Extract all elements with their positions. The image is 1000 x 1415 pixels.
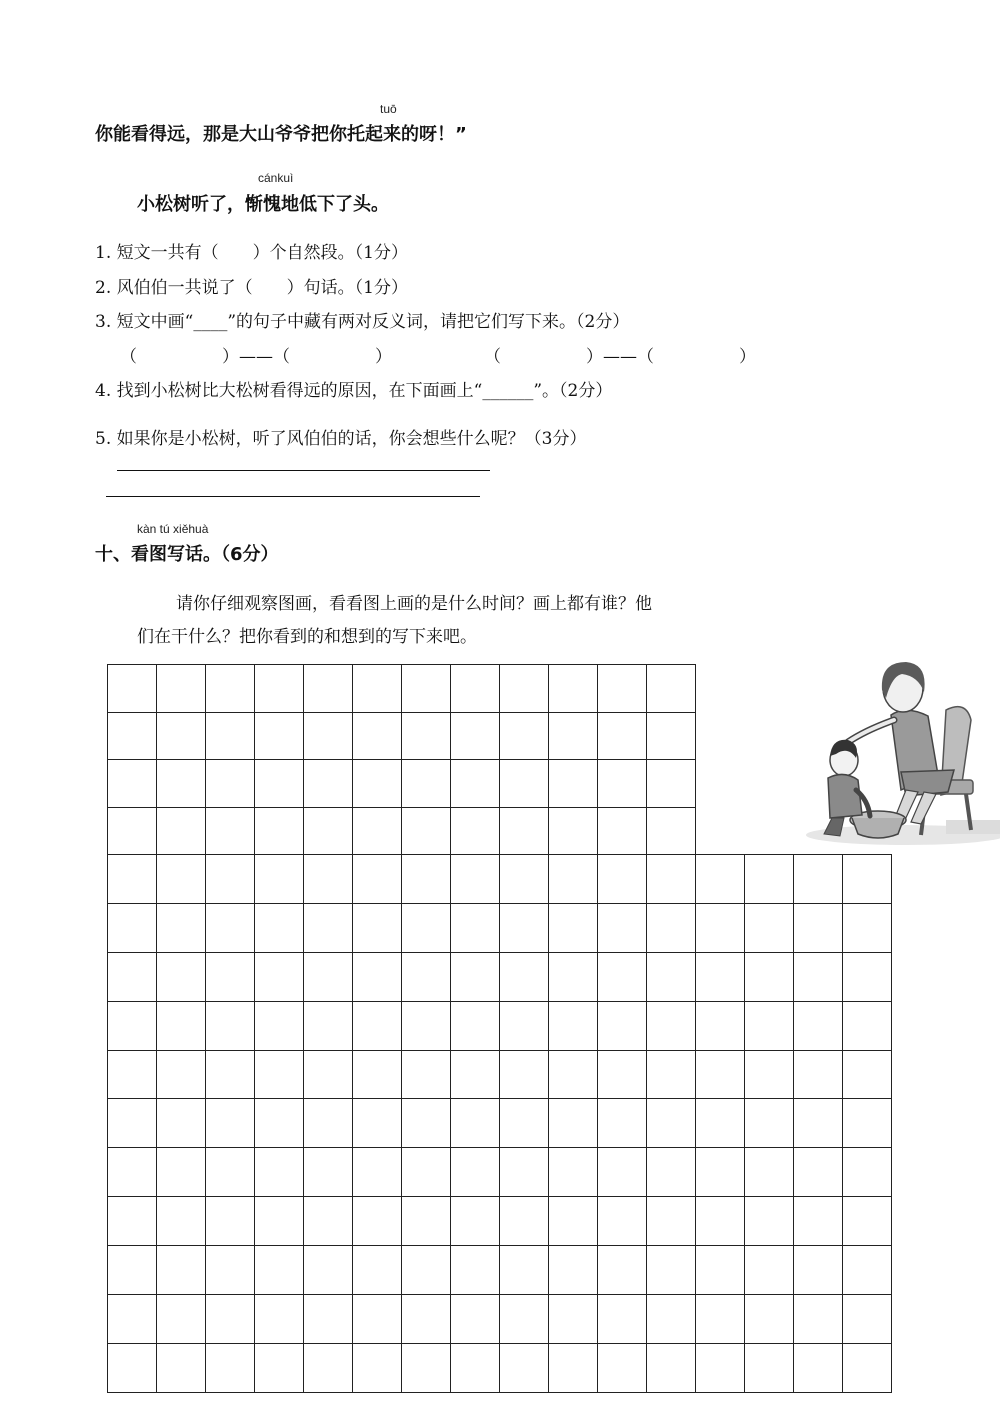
grid-cell[interactable] xyxy=(647,1148,696,1197)
grid-cell[interactable] xyxy=(206,1295,255,1344)
grid-cell[interactable] xyxy=(647,1246,696,1295)
writing-grid-top[interactable] xyxy=(107,664,696,855)
grid-cell[interactable] xyxy=(549,665,598,713)
grid-cell[interactable] xyxy=(500,1295,549,1344)
grid-cell[interactable] xyxy=(206,808,255,856)
grid-cell[interactable] xyxy=(108,808,157,856)
question-4 xyxy=(95,376,612,401)
grid-cell[interactable] xyxy=(549,808,598,856)
grid-cell[interactable] xyxy=(794,1099,843,1148)
grid-cell[interactable] xyxy=(500,713,549,761)
grid-cell[interactable] xyxy=(696,1295,745,1344)
grid-cell[interactable] xyxy=(598,1197,647,1246)
answer-line-2[interactable] xyxy=(106,496,480,497)
grid-cell[interactable] xyxy=(500,808,549,856)
grid-cell[interactable] xyxy=(402,1246,451,1295)
grid-cell[interactable] xyxy=(451,1148,500,1197)
grid-cell[interactable] xyxy=(108,1344,157,1393)
grid-cell[interactable] xyxy=(745,904,794,953)
grid-cell[interactable] xyxy=(598,1344,647,1393)
grid-cell[interactable] xyxy=(304,1148,353,1197)
grid-cell[interactable] xyxy=(206,1002,255,1051)
grid-cell[interactable] xyxy=(255,1002,304,1051)
grid-cell[interactable] xyxy=(304,1099,353,1148)
grid-cell[interactable] xyxy=(108,713,157,761)
grid-cell[interactable] xyxy=(108,1246,157,1295)
grid-cell[interactable] xyxy=(549,713,598,761)
grid-cell[interactable] xyxy=(255,1344,304,1393)
grid-cell[interactable] xyxy=(843,855,892,904)
grid-cell[interactable] xyxy=(745,1197,794,1246)
grid-cell[interactable] xyxy=(794,1295,843,1344)
question-text: 短文中画“____”的句子中藏有两对反义词，请把它们写下来。（2分） xyxy=(116,312,630,332)
grid-cell[interactable] xyxy=(402,665,451,713)
grid-cell[interactable] xyxy=(745,855,794,904)
grid-cell[interactable] xyxy=(598,808,647,856)
question-2 xyxy=(95,273,408,298)
grid-cell[interactable] xyxy=(304,760,353,808)
grid-cell[interactable] xyxy=(647,904,696,953)
grid-cell[interactable] xyxy=(843,1197,892,1246)
answer-line-1[interactable] xyxy=(117,470,490,471)
grid-cell[interactable] xyxy=(255,1148,304,1197)
grid-cell[interactable] xyxy=(157,713,206,761)
grid-cell[interactable] xyxy=(108,1197,157,1246)
grid-cell[interactable] xyxy=(451,1344,500,1393)
grid-cell[interactable] xyxy=(794,1051,843,1100)
grid-cell[interactable] xyxy=(647,760,696,808)
grid-cell[interactable] xyxy=(843,904,892,953)
grid-cell[interactable] xyxy=(157,1344,206,1393)
grid-cell[interactable] xyxy=(549,1051,598,1100)
grid-cell[interactable] xyxy=(304,1246,353,1295)
grid-cell[interactable] xyxy=(843,1246,892,1295)
grid-cell[interactable] xyxy=(794,904,843,953)
grid-cell[interactable] xyxy=(157,665,206,713)
grid-cell[interactable] xyxy=(255,760,304,808)
grid-cell[interactable] xyxy=(157,760,206,808)
grid-cell[interactable] xyxy=(304,1051,353,1100)
grid-cell[interactable] xyxy=(451,665,500,713)
grid-cell[interactable] xyxy=(500,1002,549,1051)
grid-cell[interactable] xyxy=(598,713,647,761)
grid-cell[interactable] xyxy=(549,1148,598,1197)
grid-cell[interactable] xyxy=(255,904,304,953)
grid-cell[interactable] xyxy=(500,665,549,713)
grid-cell[interactable] xyxy=(451,1197,500,1246)
grid-cell[interactable] xyxy=(647,953,696,1002)
grid-cell[interactable] xyxy=(745,953,794,1002)
grid-cell[interactable] xyxy=(157,953,206,1002)
grid-cell[interactable] xyxy=(157,1246,206,1295)
grid-cell[interactable] xyxy=(304,855,353,904)
grid-cell[interactable] xyxy=(353,665,402,713)
grid-cell[interactable] xyxy=(402,1051,451,1100)
grid-cell[interactable] xyxy=(696,953,745,1002)
grid-cell[interactable] xyxy=(598,1099,647,1148)
grid-cell[interactable] xyxy=(843,1051,892,1100)
grid-cell[interactable] xyxy=(549,855,598,904)
grid-cell[interactable] xyxy=(647,1344,696,1393)
grid-cell[interactable] xyxy=(745,1246,794,1295)
grid-cell[interactable] xyxy=(206,1344,255,1393)
grid-cell[interactable] xyxy=(549,1344,598,1393)
grid-cell[interactable] xyxy=(647,1099,696,1148)
grid-cell[interactable] xyxy=(500,904,549,953)
grid-cell[interactable] xyxy=(402,713,451,761)
grid-cell[interactable] xyxy=(255,665,304,713)
grid-cell[interactable] xyxy=(696,1246,745,1295)
grid-cell[interactable] xyxy=(696,855,745,904)
grid-cell[interactable] xyxy=(598,1002,647,1051)
grid-cell[interactable] xyxy=(157,1051,206,1100)
grid-cell[interactable] xyxy=(598,904,647,953)
grid-cell[interactable] xyxy=(794,1148,843,1197)
grid-cell[interactable] xyxy=(451,1002,500,1051)
grid-cell[interactable] xyxy=(745,1051,794,1100)
grid-cell[interactable] xyxy=(794,1002,843,1051)
instruction-line-2: 们在干什么？把你看到的和想到的写下来吧。 xyxy=(137,627,477,647)
grid-cell[interactable] xyxy=(157,1148,206,1197)
grid-cell[interactable] xyxy=(647,713,696,761)
question-number: 4. xyxy=(95,381,112,401)
grid-cell[interactable] xyxy=(304,1295,353,1344)
question-text: 风伯伯一共说了（ ）句话。（1分） xyxy=(116,278,408,298)
pinyin-tuo: tuō xyxy=(380,102,397,116)
grid-cell[interactable] xyxy=(206,1246,255,1295)
grid-cell[interactable] xyxy=(206,760,255,808)
grid-cell[interactable] xyxy=(255,1099,304,1148)
grid-cell[interactable] xyxy=(353,855,402,904)
grid-cell[interactable] xyxy=(402,953,451,1002)
grid-cell[interactable] xyxy=(157,808,206,856)
grid-cell[interactable] xyxy=(402,1197,451,1246)
grid-cell[interactable] xyxy=(549,1099,598,1148)
grid-cell[interactable] xyxy=(206,1197,255,1246)
grid-cell[interactable] xyxy=(304,953,353,1002)
question-number: 3. xyxy=(95,312,112,332)
grid-cell[interactable] xyxy=(402,808,451,856)
grid-cell[interactable] xyxy=(500,1344,549,1393)
grid-cell[interactable] xyxy=(843,1344,892,1393)
grid-cell[interactable] xyxy=(402,1295,451,1344)
grid-cell[interactable] xyxy=(108,1051,157,1100)
antonym-pair-2-blank[interactable]: （ ）——（ ） xyxy=(484,347,756,367)
grid-cell[interactable] xyxy=(255,713,304,761)
grid-cell[interactable] xyxy=(108,1099,157,1148)
grid-cell[interactable] xyxy=(206,855,255,904)
grid-cell[interactable] xyxy=(353,1099,402,1148)
question-number: 1. xyxy=(95,243,112,263)
grid-cell[interactable] xyxy=(598,1246,647,1295)
grid-cell[interactable] xyxy=(304,1002,353,1051)
grid-cell[interactable] xyxy=(353,1148,402,1197)
grid-cell[interactable] xyxy=(353,1197,402,1246)
grid-cell[interactable] xyxy=(696,1002,745,1051)
grid-cell[interactable] xyxy=(304,1344,353,1393)
grid-cell[interactable] xyxy=(451,904,500,953)
grid-cell[interactable] xyxy=(794,855,843,904)
grid-cell[interactable] xyxy=(108,665,157,713)
grid-cell[interactable] xyxy=(696,1148,745,1197)
grid-cell[interactable] xyxy=(402,1344,451,1393)
grid-cell[interactable] xyxy=(402,1002,451,1051)
grid-cell[interactable] xyxy=(353,1344,402,1393)
question-3 xyxy=(95,307,629,332)
grid-cell[interactable] xyxy=(206,713,255,761)
grid-cell[interactable] xyxy=(157,1295,206,1344)
grid-cell[interactable] xyxy=(500,760,549,808)
grid-cell[interactable] xyxy=(794,953,843,1002)
grid-cell[interactable] xyxy=(598,855,647,904)
grid-cell[interactable] xyxy=(353,760,402,808)
grid-cell[interactable] xyxy=(108,1148,157,1197)
grid-cell[interactable] xyxy=(255,953,304,1002)
grid-cell[interactable] xyxy=(206,904,255,953)
grid-cell[interactable] xyxy=(108,855,157,904)
grid-cell[interactable] xyxy=(647,665,696,713)
grid-cell[interactable] xyxy=(451,855,500,904)
question-1 xyxy=(95,238,408,263)
grid-cell[interactable] xyxy=(647,1002,696,1051)
grid-cell[interactable] xyxy=(353,1246,402,1295)
grid-cell[interactable] xyxy=(157,904,206,953)
grid-cell[interactable] xyxy=(745,1099,794,1148)
grid-cell[interactable] xyxy=(353,953,402,1002)
grid-cell[interactable] xyxy=(157,1197,206,1246)
grid-cell[interactable] xyxy=(549,1295,598,1344)
grid-cell[interactable] xyxy=(745,1344,794,1393)
grid-cell[interactable] xyxy=(353,1051,402,1100)
grid-cell[interactable] xyxy=(843,1148,892,1197)
grid-cell[interactable] xyxy=(794,1197,843,1246)
grid-cell[interactable] xyxy=(843,1002,892,1051)
grid-cell[interactable] xyxy=(206,1051,255,1100)
grid-cell[interactable] xyxy=(353,713,402,761)
grid-cell[interactable] xyxy=(500,1197,549,1246)
antonym-pair-1-blank[interactable]: （ ）——（ ） xyxy=(120,347,392,367)
grid-cell[interactable] xyxy=(500,1099,549,1148)
grid-cell[interactable] xyxy=(353,1295,402,1344)
grid-cell[interactable] xyxy=(353,808,402,856)
grid-cell[interactable] xyxy=(255,808,304,856)
passage-line-1: 你能看得远，那是大山爷爷把你托起来的呀！” xyxy=(95,124,467,145)
grid-cell[interactable] xyxy=(745,1295,794,1344)
grid-cell[interactable] xyxy=(843,953,892,1002)
grid-cell[interactable] xyxy=(500,855,549,904)
grid-cell[interactable] xyxy=(108,904,157,953)
grid-cell[interactable] xyxy=(794,1344,843,1393)
grid-cell[interactable] xyxy=(206,1099,255,1148)
instruction-line-1: 请你仔细观察图画，看看图上画的是什么时间？画上都有谁？他 xyxy=(176,594,652,614)
grid-cell[interactable] xyxy=(647,1051,696,1100)
grid-cell[interactable] xyxy=(696,904,745,953)
grid-cell[interactable] xyxy=(108,760,157,808)
grid-cell[interactable] xyxy=(451,1295,500,1344)
grid-cell[interactable] xyxy=(696,1197,745,1246)
grid-cell[interactable] xyxy=(647,855,696,904)
grid-cell[interactable] xyxy=(402,760,451,808)
question-5 xyxy=(95,424,586,449)
grid-cell[interactable] xyxy=(549,760,598,808)
grid-cell[interactable] xyxy=(647,808,696,856)
grid-cell[interactable] xyxy=(402,1148,451,1197)
grid-cell[interactable] xyxy=(500,1051,549,1100)
grid-cell[interactable] xyxy=(696,1099,745,1148)
grid-cell[interactable] xyxy=(745,1002,794,1051)
grid-cell[interactable] xyxy=(451,808,500,856)
question-text: 如果你是小松树，听了风伯伯的话，你会想些什么呢？（3分） xyxy=(116,429,587,449)
grid-cell[interactable] xyxy=(255,1051,304,1100)
grid-cell[interactable] xyxy=(696,1344,745,1393)
grid-cell[interactable] xyxy=(549,904,598,953)
grid-cell[interactable] xyxy=(549,1197,598,1246)
grid-cell[interactable] xyxy=(843,1295,892,1344)
grid-cell[interactable] xyxy=(598,953,647,1002)
grid-cell[interactable] xyxy=(108,953,157,1002)
grid-cell[interactable] xyxy=(402,1099,451,1148)
grid-cell[interactable] xyxy=(500,953,549,1002)
passage-line-2: 小松树听了，惭愧地低下了头。 xyxy=(137,194,389,215)
grid-cell[interactable] xyxy=(598,1051,647,1100)
grid-cell[interactable] xyxy=(451,1246,500,1295)
grid-cell[interactable] xyxy=(451,1099,500,1148)
section-10-heading: 十、看图写话。（6分） xyxy=(95,544,279,565)
grid-cell[interactable] xyxy=(598,1148,647,1197)
grid-cell[interactable] xyxy=(500,1148,549,1197)
grid-cell[interactable] xyxy=(843,1099,892,1148)
grid-cell[interactable] xyxy=(598,665,647,713)
question-number: 5. xyxy=(95,429,112,449)
grid-cell[interactable] xyxy=(255,1197,304,1246)
grid-cell[interactable] xyxy=(255,1246,304,1295)
mother-child-foot-washing-illustration xyxy=(796,650,1000,850)
question-number: 2. xyxy=(95,278,112,298)
grid-cell[interactable] xyxy=(549,1246,598,1295)
grid-cell[interactable] xyxy=(745,1148,794,1197)
grid-cell[interactable] xyxy=(206,1148,255,1197)
grid-cell[interactable] xyxy=(451,760,500,808)
grid-cell[interactable] xyxy=(157,1002,206,1051)
grid-cell[interactable] xyxy=(304,713,353,761)
writing-grid-bottom[interactable] xyxy=(107,854,892,1393)
grid-cell[interactable] xyxy=(451,1051,500,1100)
grid-cell[interactable] xyxy=(794,1246,843,1295)
grid-cell[interactable] xyxy=(255,855,304,904)
grid-cell[interactable] xyxy=(549,953,598,1002)
grid-cell[interactable] xyxy=(353,904,402,953)
grid-cell[interactable] xyxy=(647,1295,696,1344)
grid-cell[interactable] xyxy=(304,808,353,856)
grid-cell[interactable] xyxy=(402,904,451,953)
question-text: 短文一共有（ ）个自然段。（1分） xyxy=(116,243,408,263)
grid-cell[interactable] xyxy=(304,665,353,713)
grid-cell[interactable] xyxy=(647,1197,696,1246)
grid-cell[interactable] xyxy=(304,1197,353,1246)
grid-cell[interactable] xyxy=(304,904,353,953)
section-10-pinyin: kàn tú xiěhuà xyxy=(137,522,209,536)
grid-cell[interactable] xyxy=(206,953,255,1002)
grid-cell[interactable] xyxy=(157,1099,206,1148)
grid-cell[interactable] xyxy=(255,1295,304,1344)
grid-cell[interactable] xyxy=(500,1246,549,1295)
grid-cell[interactable] xyxy=(108,1295,157,1344)
grid-cell[interactable] xyxy=(451,713,500,761)
grid-cell[interactable] xyxy=(451,953,500,1002)
pinyin-cankui: cánkuì xyxy=(258,171,294,185)
grid-cell[interactable] xyxy=(598,760,647,808)
grid-cell[interactable] xyxy=(696,1051,745,1100)
grid-cell[interactable] xyxy=(157,855,206,904)
grid-cell[interactable] xyxy=(206,665,255,713)
grid-cell[interactable] xyxy=(598,1295,647,1344)
grid-cell[interactable] xyxy=(353,1002,402,1051)
grid-cell[interactable] xyxy=(549,1002,598,1051)
grid-cell[interactable] xyxy=(402,855,451,904)
question-text: 找到小松树比大松树看得远的原因，在下面画上“______”。（2分） xyxy=(116,381,613,401)
grid-cell[interactable] xyxy=(108,1002,157,1051)
